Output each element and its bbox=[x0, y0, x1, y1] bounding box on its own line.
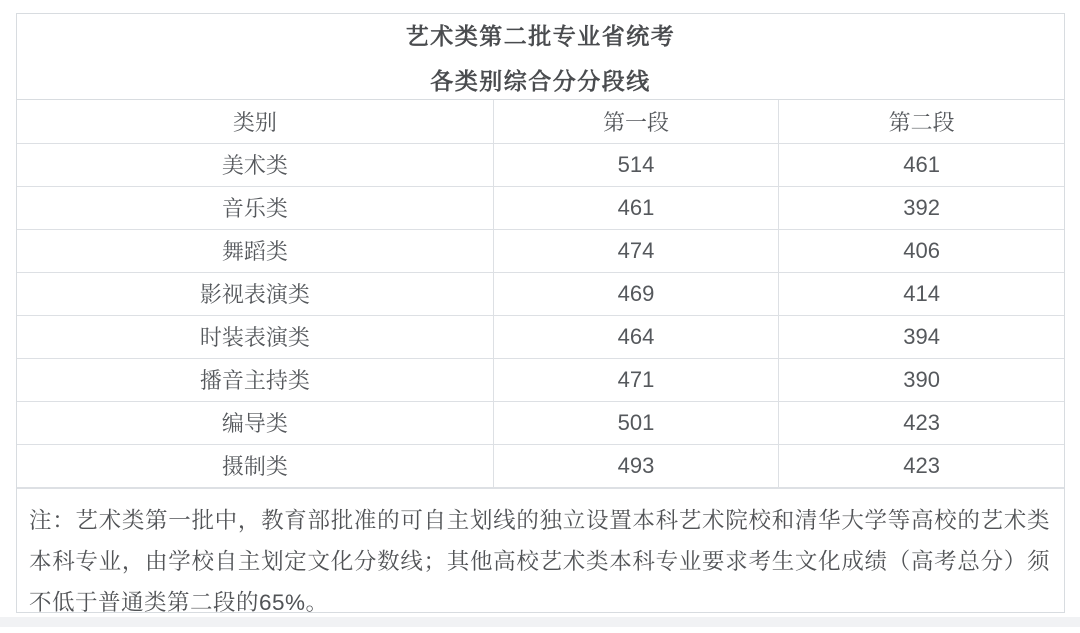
page-subtitle: 各类别综合分分段线 bbox=[430, 67, 651, 94]
segment1-cell: 471 bbox=[493, 358, 778, 401]
table-row bbox=[17, 401, 1064, 444]
segment2-cell: 392 bbox=[779, 186, 1064, 229]
table-row bbox=[17, 358, 1064, 401]
segment1-cell: 474 bbox=[493, 229, 778, 272]
segment2-cell: 390 bbox=[779, 358, 1064, 401]
category-cell: 时装表演类 bbox=[17, 315, 493, 358]
column-header-segment2: 第二段 bbox=[779, 100, 1064, 143]
segment1-cell: 493 bbox=[493, 444, 778, 487]
table-row bbox=[17, 272, 1064, 315]
segment1-cell: 514 bbox=[493, 143, 778, 186]
category-cell: 编导类 bbox=[17, 401, 493, 444]
category-cell: 播音主持类 bbox=[17, 358, 493, 401]
category-cell: 美术类 bbox=[17, 143, 493, 186]
segment2-cell: 423 bbox=[779, 401, 1064, 444]
column-header-segment1: 第一段 bbox=[493, 100, 778, 143]
category-cell: 音乐类 bbox=[17, 186, 493, 229]
table-title-block bbox=[17, 14, 1064, 100]
segment2-cell: 414 bbox=[779, 272, 1064, 315]
footnote-text: 注：艺术类第一批中，教育部批准的可自主划线的独立设置本科艺术院校和清华大学等高校的艺术类本科专业，由学校自主划定文化分数线；其他高校艺术类本科专业要求考生文化成绩（高考总分）须不低于普通类第二段的65%。 bbox=[17, 488, 1064, 633]
segment2-cell: 423 bbox=[779, 444, 1064, 487]
score-table bbox=[17, 100, 1064, 488]
segment1-cell: 469 bbox=[493, 272, 778, 315]
category-cell: 摄制类 bbox=[17, 444, 493, 487]
column-header-category: 类别 bbox=[17, 100, 493, 143]
segment1-cell: 501 bbox=[493, 401, 778, 444]
header-row bbox=[17, 100, 1064, 143]
table-row bbox=[17, 143, 1064, 186]
segment2-cell: 406 bbox=[779, 229, 1064, 272]
segment2-cell: 394 bbox=[779, 315, 1064, 358]
table-row bbox=[17, 444, 1064, 487]
table-row bbox=[17, 315, 1064, 358]
table-row bbox=[17, 186, 1064, 229]
segment2-cell: 461 bbox=[779, 143, 1064, 186]
segment1-cell: 464 bbox=[493, 315, 778, 358]
category-cell: 影视表演类 bbox=[17, 272, 493, 315]
segment1-cell: 461 bbox=[493, 186, 778, 229]
category-cell: 舞蹈类 bbox=[17, 229, 493, 272]
table-row bbox=[17, 229, 1064, 272]
page-bottom-strip bbox=[0, 617, 1080, 627]
score-table-sheet bbox=[16, 13, 1065, 613]
page-title: 艺术类第二批专业省统考 bbox=[405, 22, 676, 49]
